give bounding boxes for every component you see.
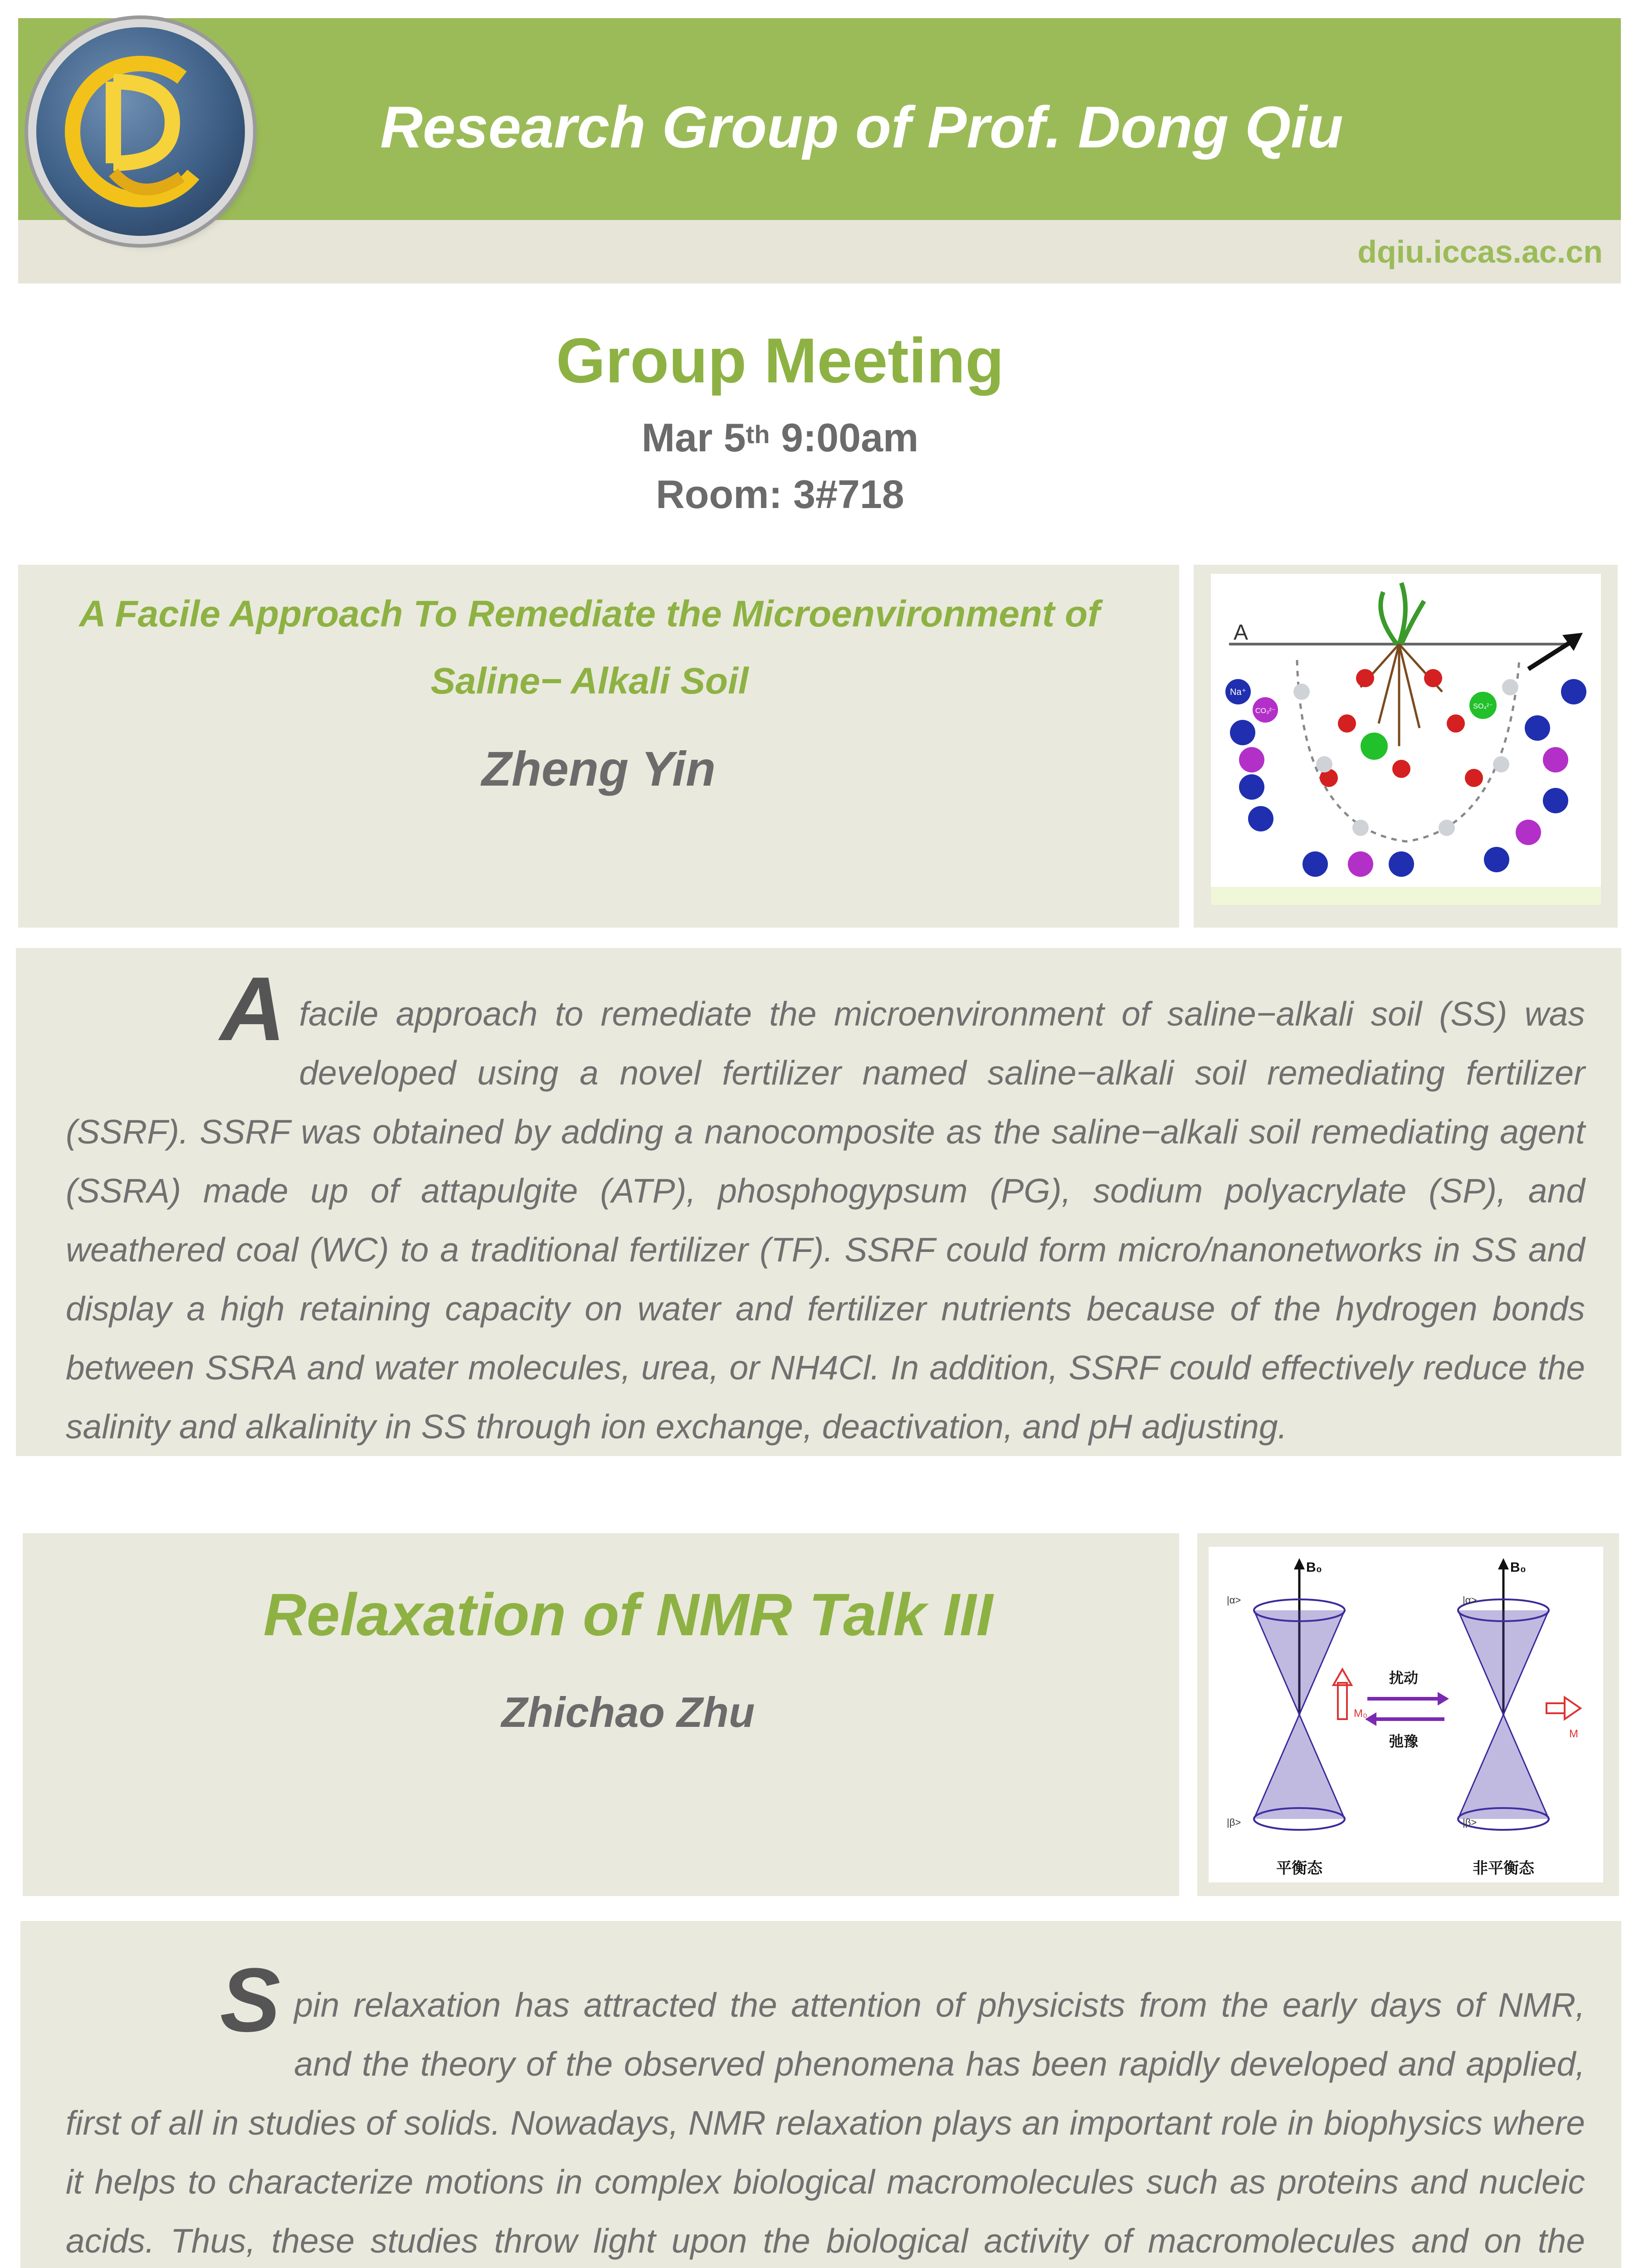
figure-label-a: A — [1234, 621, 1249, 645]
meeting-time: 9:00am — [780, 415, 919, 460]
meeting-date-suffix: th — [746, 420, 770, 449]
talk2-speaker: Zhichao Zhu — [501, 1688, 755, 1736]
beta-label-left: |β> — [1227, 1817, 1241, 1828]
talk1-dropcap: A — [220, 958, 286, 1060]
header-title: Research Group of Prof. Dong Qiu — [380, 94, 1343, 160]
alpha-label-left: |α> — [1227, 1594, 1241, 1606]
arrow-top-label: 扰动 — [1389, 1670, 1419, 1686]
ion-label: SO₄²⁻ — [1473, 703, 1493, 710]
talk1-speaker: Zheng Yin — [481, 741, 716, 796]
meeting-room: Room: 3#718 — [656, 472, 904, 517]
talk2-dropcap: S — [220, 1950, 281, 2051]
m0-label: M₀ — [1354, 1707, 1367, 1720]
group-logo-icon — [36, 27, 245, 236]
talk2-abstract — [66, 1950, 1585, 2268]
m-label: M — [1569, 1728, 1578, 1740]
b0-label-left: B₀ — [1306, 1560, 1322, 1575]
ion-label: Na⁺ — [1229, 687, 1247, 697]
talk2-title: Relaxation of NMR Talk III — [263, 1581, 993, 1648]
b0-label-right: B₀ — [1510, 1560, 1527, 1575]
talk1-abstract — [66, 958, 1585, 1456]
right-caption: 非平衡态 — [1473, 1860, 1534, 1877]
alpha-label-right: |α> — [1463, 1594, 1477, 1606]
beta-label-right: |β> — [1463, 1817, 1477, 1828]
meeting-date — [0, 411, 1560, 470]
arrow-bottom-label: 弛豫 — [1389, 1733, 1419, 1750]
talk1-abstract-text: facile approach to remediate the microenvironment of saline−alkali soil (SS) was developed using a novel fertilizer named saline−alkali soil remediating fertilizer (SSRF). SSRF was obtained by adding a nanocomposite as the saline−alkali soil remediating agent (SSRA) made up of attapulgite (ATP), phosphogypsum (PG), sodium polyacrylate (SP), and weathered coal (WC) to a traditional fertilizer (TF). SSRF could form micro/nanonetworks in SS and display a high retaining capacity on water and fertilizer nutrients because of the hydrogen bonds between SSRA and water molecules, urea, or NH4Cl. In addition, SSRF could effectively reduce the salinity and alkalinity in SS through ion exchange, deactivation, and pH adjusting. — [66, 995, 1585, 1446]
soil-diagram-figure — [1211, 574, 1601, 905]
talk1-title: A Facile Approach To Remediate the Microenvironment of Saline− Alkali Soil — [79, 593, 1100, 702]
left-caption: 平衡态 — [1276, 1860, 1322, 1877]
nmr-relaxation-figure — [1209, 1547, 1603, 1882]
meeting-date-day: Mar 5 — [641, 415, 746, 460]
site-url-link[interactable]: dqiu.iccas.ac.cn — [1357, 234, 1603, 269]
ion-label: CO₃²⁻ — [1255, 707, 1276, 715]
meeting-title: Group Meeting — [556, 325, 1004, 396]
talk2-abstract-text: pin relaxation has attracted the attention of physicists from the early days of NMR, and the theory of the observed phenomena has been rapidly developed and applied, first of all in studies of solids. Nowadays, NMR relaxation plays an important role in biophysics where it helps to characterize motions in complex biological macromolecules such as proteins and nucleic acids. Thus, these studies throw light upon the biological activity of macromolecules and on the — [66, 1986, 1585, 2260]
